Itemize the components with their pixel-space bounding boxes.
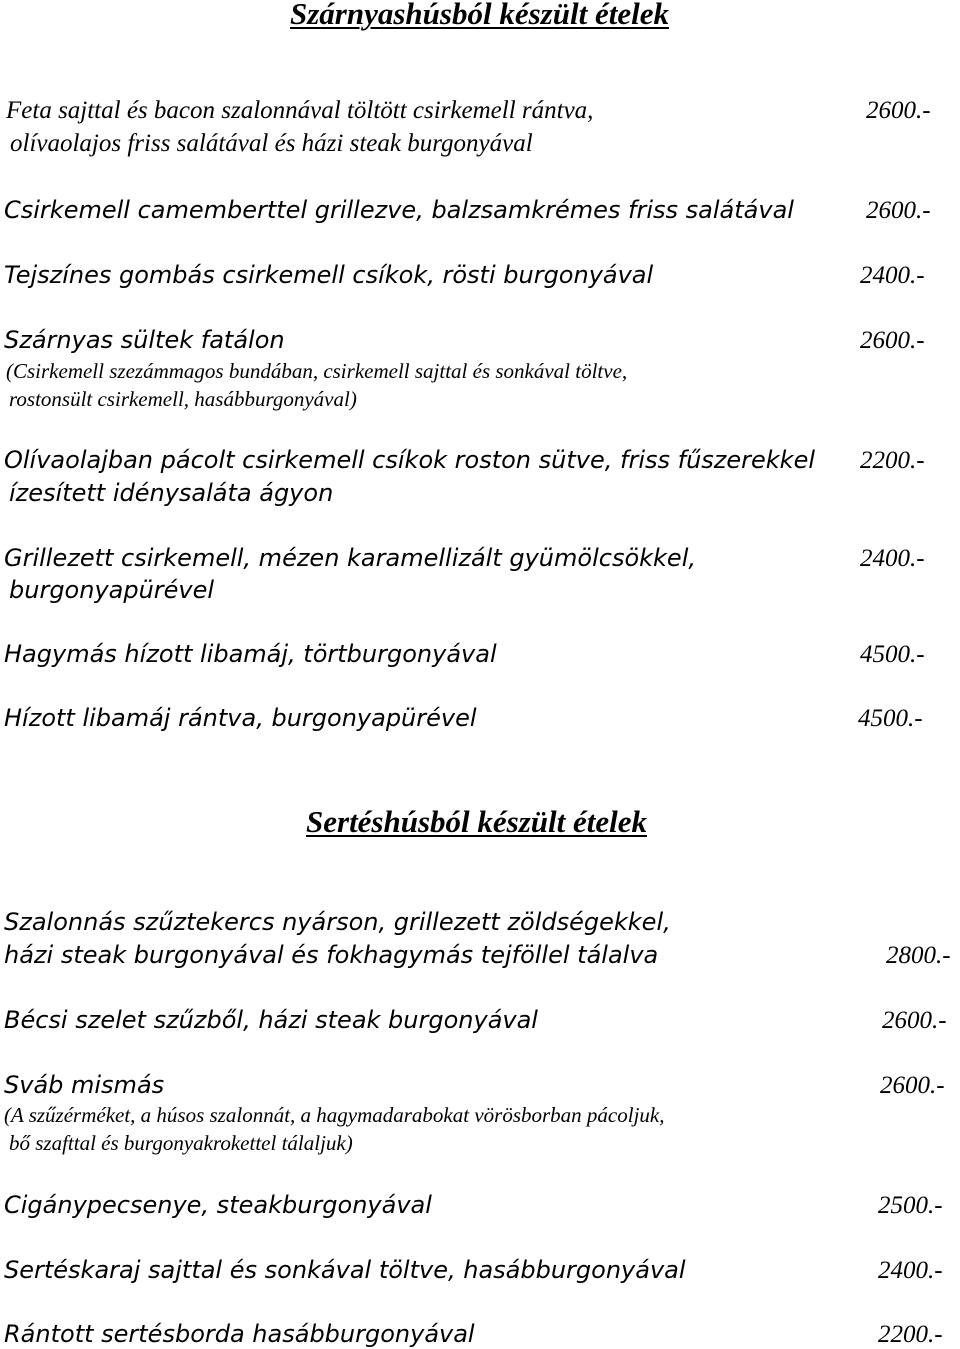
dish-name: Feta sajttal és bacon szalonnával töltött csirkemell rántva,	[6, 97, 594, 124]
dish-name: Grillezett csirkemell, mézen karamellizált gyümölcsökkel,	[4, 544, 696, 572]
dish-name-continued: ízesített idénysaláta ágyon	[9, 479, 334, 507]
dish-name: Csirkemell camemberttel grillezve, balzsamkrémes friss salátával	[4, 196, 794, 224]
dish-name: Szárnyas sültek fatálon	[4, 326, 285, 354]
dish-name: Szalonnás szűztekercs nyárson, grillezett zöldségekkel,	[4, 908, 671, 936]
section-heading-pork: Sertéshúsból készült ételek	[306, 804, 648, 839]
dish-price: 2400.-	[878, 1257, 943, 1284]
dish-price: 2800.-	[886, 942, 951, 969]
dish-name-continued: burgonyapürével	[9, 576, 215, 604]
dish-price: 2600.-	[866, 197, 931, 224]
dish-name: Tejszínes gombás csirkemell csíkok, rösti burgonyával	[4, 261, 654, 289]
dish-name: Cigánypecsenye, steakburgonyával	[4, 1191, 432, 1219]
dish-name: Hízott libamáj rántva, burgonyapürével	[4, 704, 477, 732]
dish-note: (Csirkemell szezámmagos bundában, csirkemell sajttal és sonkával töltve,	[6, 359, 628, 383]
dish-name-continued: olívaolajos friss salátával és házi steak burgonyával	[10, 130, 533, 157]
dish-price: 2600.-	[860, 327, 925, 354]
dish-name: Olívaolajban pácolt csirkemell csíkok roston sütve, friss fűszerekkel	[4, 446, 816, 474]
dish-price: 2400.-	[860, 262, 925, 289]
dish-name: Hagymás hízott libamáj, törtburgonyával	[4, 640, 497, 668]
dish-price: 4500.-	[860, 641, 925, 668]
dish-note-continued: bő szafttal és burgonyakrokettel tálaljuk)	[9, 1131, 353, 1155]
dish-price: 2200.-	[860, 447, 925, 474]
dish-price: 2600.-	[882, 1007, 947, 1034]
dish-price: 2400.-	[860, 545, 925, 572]
dish-name: Sváb mismás	[4, 1071, 165, 1099]
dish-price: 2600.-	[880, 1072, 945, 1099]
dish-price: 2500.-	[878, 1192, 943, 1219]
dish-name: Bécsi szelet szűzből, házi steak burgonyával	[4, 1006, 538, 1034]
dish-note-continued: rostonsült csirkemell, hasábburgonyával)	[9, 387, 357, 411]
section-heading-poultry: Szárnyashúsból készült ételek	[290, 0, 669, 31]
dish-price: 4500.-	[858, 705, 923, 732]
dish-price: 2200.-	[878, 1321, 943, 1348]
dish-name: Sertéskaraj sajttal és sonkával töltve, hasábburgonyával	[4, 1256, 686, 1284]
dish-note: (A szűzérméket, a húsos szalonnát, a hagymadarabokat vörösborban pácoljuk,	[4, 1103, 665, 1127]
dish-name: Rántott sertésborda hasábburgonyával	[4, 1320, 475, 1348]
dish-name-continued: házi steak burgonyával és fokhagymás tejföllel tálalva	[4, 941, 659, 969]
dish-price: 2600.-	[866, 97, 931, 124]
